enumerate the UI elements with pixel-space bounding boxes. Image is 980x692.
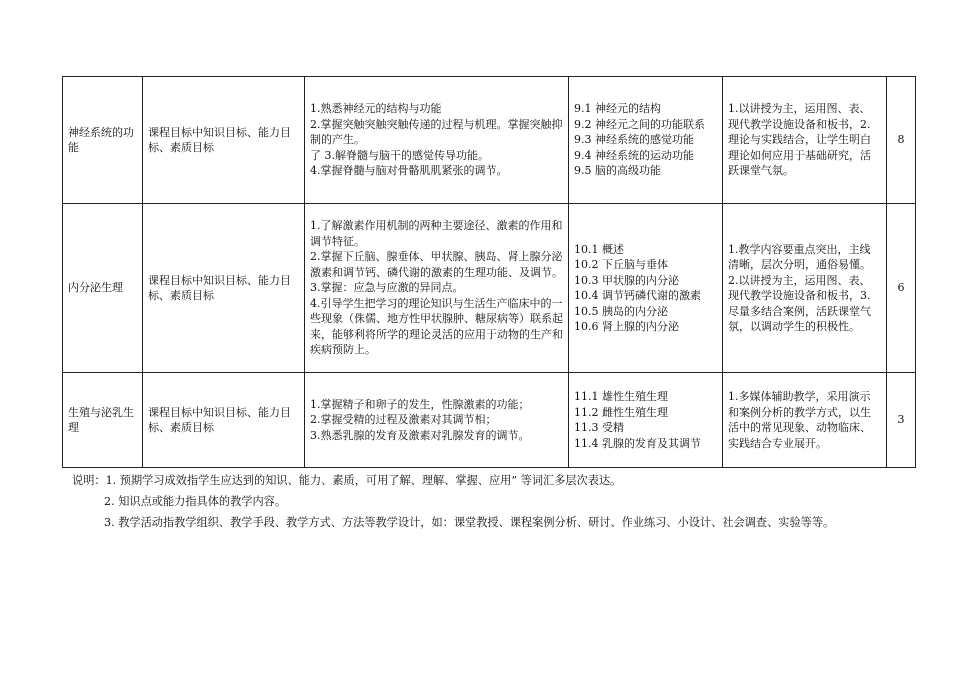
knowledge-cell: 11.1 雄性生殖生理 11.2 雌性生殖生理 11.3 受精 11.4 乳腺的发育及其调节 — [569, 373, 723, 468]
activities-cell: 1.教学内容要重点突出，主线清晰，层次分明，通俗易懂。2.以讲授为主，运用图、表、现代教学设施设备和板书，3.尽量多结合案例，活跃课堂气氛，以调动学生的积极性。 — [723, 204, 887, 373]
outcomes-cell: 1.熟悉神经元的结构与功能 2.掌握突触突触突触传递的过程与机理。掌握突触抑制的产生。 了 3.解脊髓与脑干的感觉传导功能。 4.掌握脊髓与脑对骨骼肌肌紧张的调节。 — [305, 77, 569, 204]
syllabus-table — [62, 76, 916, 468]
topic-cell: 神经系统的功能 — [63, 77, 143, 204]
outcomes-cell: 1.了解激素作用机制的两种主要途径、激素的作用和调节特征。 2.掌握下丘脑、腺垂体、甲状腺、胰岛、肾上腺分泌激素和调节钙、磷代谢的激素的生理功能、及调节。 3.掌握：应急与应激的异同点。 4.引导学生把学习的理论知识与生活生产临床中的一些现象（侏儒、地方性甲状腺肿、糖尿病等）联系起来，能够利将所学的理论灵活的应用于动物的生产和疾病预防上。 — [305, 204, 569, 373]
note-line-3: 3. 教学活动指教学组织、教学手段、教学方式、方法等教学设计，如：课堂教授、课程案例分析、研讨、作业练习、小设计、社会调查、实验等等。 — [104, 516, 835, 529]
knowledge-cell: 10.1 概述 10.2 下丘脑与垂体 10.3 甲状腺的内分泌 10.4 调节钙磷代谢的激素 10.5 胰岛的内分泌 10.6 肾上腺的内分泌 — [569, 204, 723, 373]
outcomes-cell: 1.掌握精子和卵子的发生，性腺激素的功能； 2.掌握受精的过程及激素对其调节相； 3.熟悉乳腺的发育及激素对乳腺发育的调节。 — [305, 373, 569, 468]
note-line-2: 2. 知识点或能力指具体的教学内容。 — [104, 495, 287, 508]
table-row — [63, 204, 916, 373]
goal-cell: 课程目标中知识目标、能力目标、素质目标 — [143, 373, 305, 468]
topic-cell: 内分泌生理 — [63, 204, 143, 373]
activities-cell: 1.以讲授为主，运用图、表、现代教学设施设备和板书，2.理论与实践结合，让学生明白理论如何应用于基础研究，活跃课堂气氛。 — [723, 77, 887, 204]
goal-cell: 课程目标中知识目标、能力目标、素质目标 — [143, 77, 305, 204]
footnotes — [72, 470, 834, 533]
note-line-1: 说明：1. 预期学习成效指学生应达到的知识、能力、素质，可用了解、理解、掌握、应用” 等词汇多层次表达。 — [72, 474, 622, 487]
activities-cell: 1.多媒体辅助教学，采用演示和案例分析的教学方式，以生活中的常见现象、动物临床、实践结合专业展开。 — [723, 373, 887, 468]
knowledge-cell: 9.1 神经元的结构 9.2 神经元之间的功能联系 9.3 神经系统的感觉功能 9.4 神经系统的运动功能 9.5 脑的高级功能 — [569, 77, 723, 204]
hours-cell: 8 — [887, 77, 916, 204]
hours-cell: 3 — [887, 373, 916, 468]
table-row — [63, 373, 916, 468]
table-row — [63, 77, 916, 204]
topic-cell: 生殖与泌乳生理 — [63, 373, 143, 468]
hours-cell: 6 — [887, 204, 916, 373]
goal-cell: 课程目标中知识目标、能力目标、素质目标 — [143, 204, 305, 373]
